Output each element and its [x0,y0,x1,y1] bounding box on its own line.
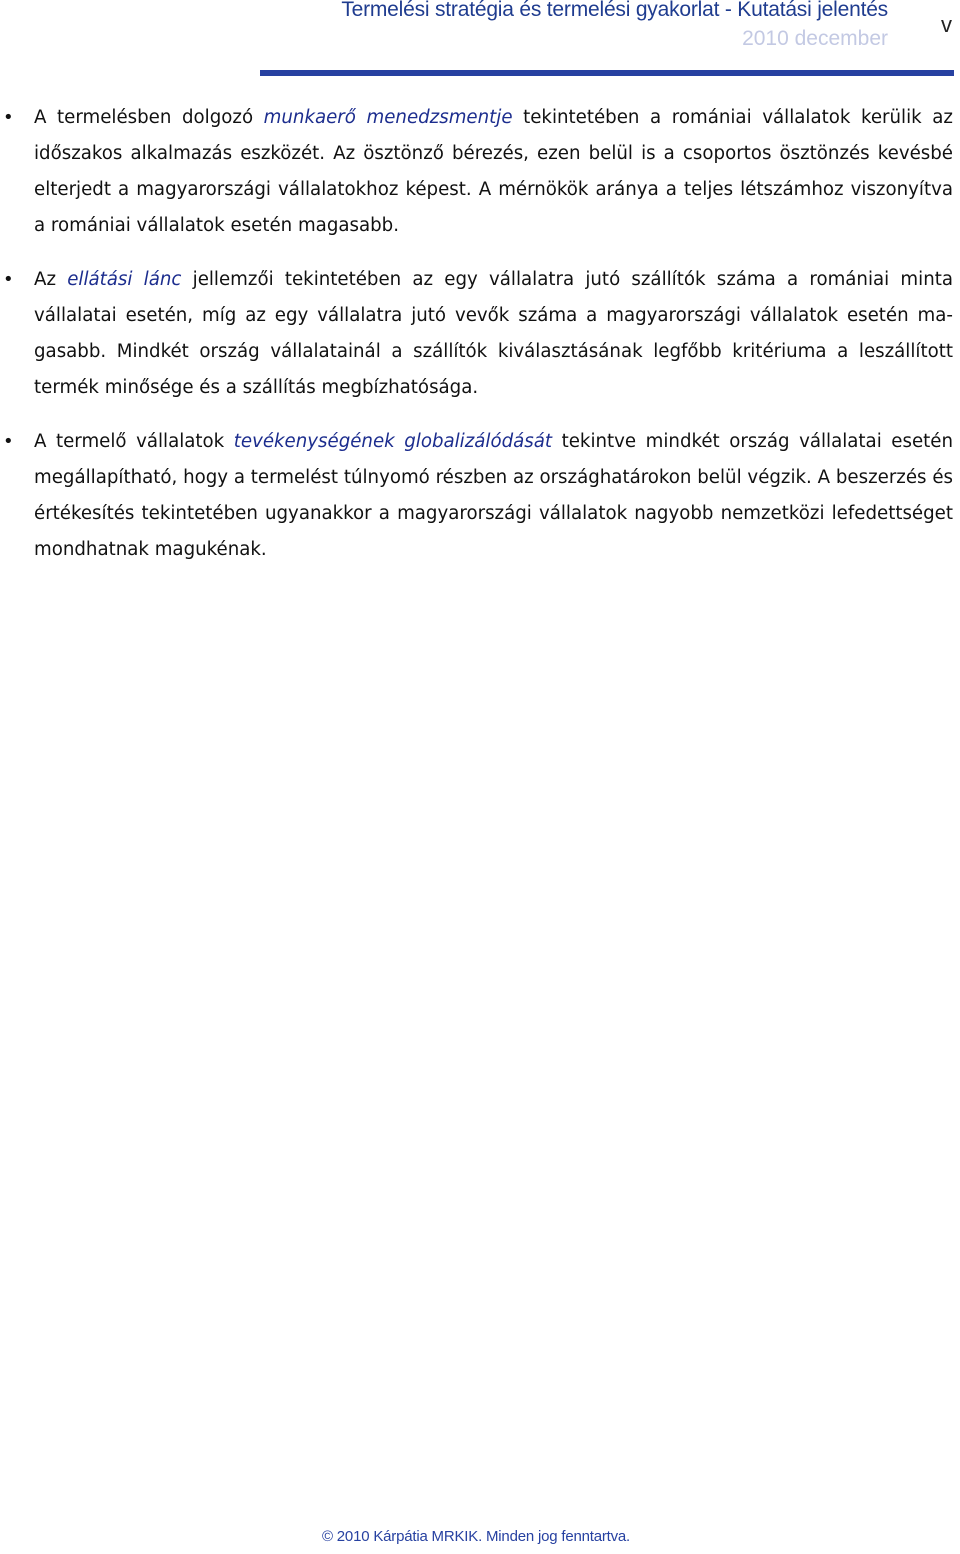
header-divider [260,70,954,76]
bullet-keyword: tevékenységének globalizálódását [233,431,553,452]
bullet-keyword: ellátási lánc [67,269,182,290]
bullet-icon: • [3,107,14,128]
bullet-item-labour-management [0,100,960,244]
summary-bullet-list [0,100,960,568]
page-body [0,100,960,586]
copyright-notice: © 2010 Kárpátia MRKIK. Minden jog fenntartva. [321,1528,631,1545]
bullet-item-supply-chain [0,262,960,406]
bullet-text: tekintetében a romániai vállalatok kerülik az időszakos alkalmazás eszközét. Az ösztönző bérezés, ezen belül is a csoportos ösztönzés kevésbé elterjedt a magyarországi vállalatokhoz képest. A mérnökök aránya a teljes létszámhoz viszonyítva a romániai vállalatok esetén magasabb. [34,107,953,236]
report-date: 2010 december [742,27,888,50]
bullet-text: A termelő vállalatok [34,431,234,452]
bullet-text: jellemzői tekintetében az egy vállalatra jutó szállítók száma a romániai minta vállalatai esetén, míg az egy vállalatra jutó vevők száma a magyarországi vállalatok esetén magasabb. Mindkét ország vállalatainál a szállítók kiválasztásának legfőbb kritériuma a leszállított termék minősége és a szállítás megbízhatósága. [34,269,953,398]
bullet-text: Az [34,269,68,290]
bullet-icon: • [3,431,14,452]
bullet-text: A termelésben dolgozó [34,107,264,128]
page-footer [0,1528,960,1545]
report-title: Termelési stratégia és termelési gyakorlat - Kutatási jelentés [341,0,888,21]
page-header [0,0,960,80]
bullet-keyword: munkaerő menedzsmentje [263,107,513,128]
bullet-item-globalization [0,424,960,568]
bullet-text: tekintve mindkét ország vállalatai esetén megállapítható, hogy a termelést túlnyomó részben az országhatárokon belül végzik. A beszerzés és értékesítés tekintetében ugyanakkor a magyarországi vállalatok nagyobb nemzetközi lefedettséget mondhatnak magukénak. [34,431,953,560]
page-number: v [941,12,952,37]
bullet-icon: • [3,269,14,290]
